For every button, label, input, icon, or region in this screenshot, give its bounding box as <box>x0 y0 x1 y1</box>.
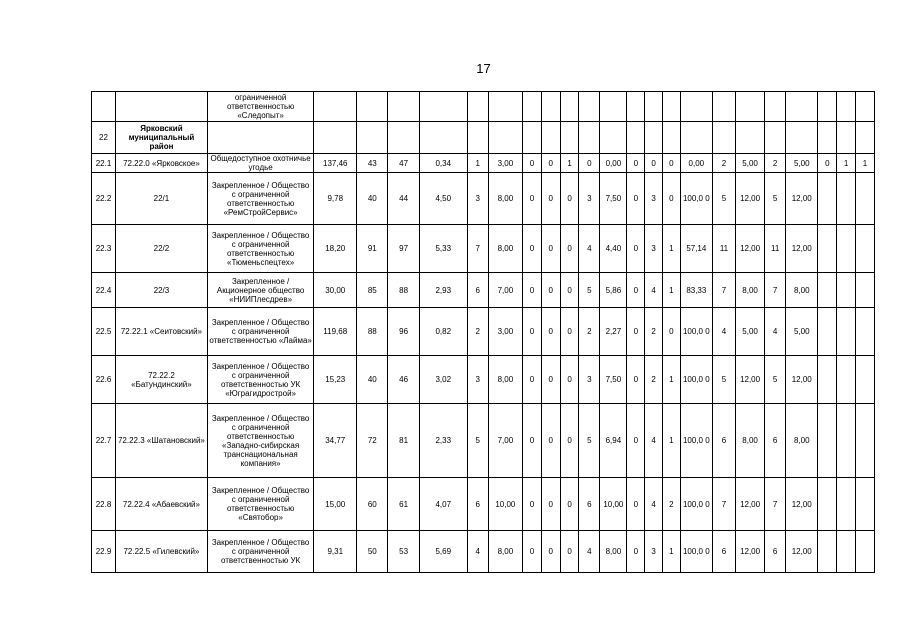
table-cell <box>600 122 627 154</box>
table-cell: 72.22.3 «Шатановский» <box>116 404 208 478</box>
table-row <box>92 122 875 154</box>
table-cell: Закрепленное / Общество с ограниченной ответственностью «Западно-сибирская транснациональная компания» <box>207 404 313 478</box>
table-cell: 0 <box>627 404 645 478</box>
table-cell: 1 <box>662 273 680 308</box>
page-number: 17 <box>476 61 491 76</box>
table-cell: 96 <box>388 308 419 356</box>
table-cell: 0 <box>541 273 560 308</box>
table-cell: 3 <box>579 173 600 225</box>
table-cell: 0 <box>541 531 560 573</box>
table-cell <box>765 122 786 154</box>
table-cell <box>818 122 837 154</box>
table-cell <box>541 122 560 154</box>
table-cell: 0 <box>560 308 579 356</box>
table-cell: 3 <box>645 173 663 225</box>
table-cell: 47 <box>388 154 419 173</box>
table-cell: 100,0 0 <box>680 404 712 478</box>
table-cell: 0 <box>541 225 560 273</box>
table-cell: 0 <box>560 478 579 531</box>
table-cell <box>855 225 874 273</box>
table-cell: 6,94 <box>600 404 627 478</box>
table-cell: 15,00 <box>314 478 357 531</box>
table-cell: 1 <box>662 225 680 273</box>
table-cell: 5 <box>765 356 786 404</box>
table-cell <box>786 122 818 154</box>
table-cell: 4 <box>645 478 663 531</box>
table-cell <box>523 122 542 154</box>
table-cell <box>680 92 712 122</box>
table-cell <box>600 92 627 122</box>
table-cell: 0 <box>523 173 542 225</box>
table-cell: 40 <box>357 173 388 225</box>
table-cell: 8,00 <box>488 173 522 225</box>
table-cell: 3 <box>467 356 488 404</box>
table-cell: 0 <box>579 154 600 173</box>
table-cell: 0 <box>541 308 560 356</box>
hunting-grounds-table <box>91 91 875 573</box>
table-cell: 12,00 <box>786 356 818 404</box>
table-cell <box>419 92 467 122</box>
table-cell: 22.3 <box>92 225 116 273</box>
table-cell: Закрепленное / Акционерное общество «НИИПлесдрев» <box>207 273 313 308</box>
table-cell: 0,34 <box>419 154 467 173</box>
table-cell <box>818 356 837 404</box>
table-cell: 72.22.1 «Сеитовский» <box>116 308 208 356</box>
table-cell <box>645 92 663 122</box>
table-row <box>92 308 875 356</box>
table-cell: 0 <box>523 273 542 308</box>
table-cell <box>388 92 419 122</box>
table-cell <box>357 92 388 122</box>
table-cell: 53 <box>388 531 419 573</box>
table-cell: 100,0 0 <box>680 478 712 531</box>
table-cell: 8,00 <box>786 273 818 308</box>
table-cell: 2 <box>467 308 488 356</box>
table-cell: 34,77 <box>314 404 357 478</box>
table-cell: Закрепленное / Общество с ограниченной ответственностью УК <box>207 531 313 573</box>
table-cell: 8,00 <box>488 356 522 404</box>
table-row <box>92 478 875 531</box>
table-cell: 6 <box>765 531 786 573</box>
table-cell: Закрепленное / Общество с ограниченной ответственностью «РемСтройСервис» <box>207 173 313 225</box>
table-cell: 0 <box>627 356 645 404</box>
table-cell: 100,0 0 <box>680 531 712 573</box>
table-cell <box>765 92 786 122</box>
table-cell: 2,27 <box>600 308 627 356</box>
table-cell: 0 <box>541 173 560 225</box>
table-cell <box>579 122 600 154</box>
table-cell <box>662 122 680 154</box>
table-cell: 7 <box>467 225 488 273</box>
table-cell: 15,23 <box>314 356 357 404</box>
table-cell: 7 <box>713 273 736 308</box>
table-cell: ограниченной ответственностью «Следопыт» <box>207 92 313 122</box>
table-cell: 2,33 <box>419 404 467 478</box>
table-cell: 12,00 <box>735 173 764 225</box>
table-cell: 1 <box>662 404 680 478</box>
table-cell <box>786 92 818 122</box>
table-cell: 72.22.4 «Абаевский» <box>116 478 208 531</box>
table-cell: 0 <box>627 308 645 356</box>
table-cell: 44 <box>388 173 419 225</box>
table-cell: 0 <box>560 273 579 308</box>
table-cell: 3,02 <box>419 356 467 404</box>
table-row <box>92 225 875 273</box>
table-cell: 2 <box>662 478 680 531</box>
table-row <box>92 531 875 573</box>
table-cell: 1 <box>855 154 874 173</box>
table-cell: 0 <box>541 404 560 478</box>
table-cell <box>645 122 663 154</box>
table-cell <box>855 404 874 478</box>
table-cell: 18,20 <box>314 225 357 273</box>
table-row <box>92 273 875 308</box>
table-cell <box>579 92 600 122</box>
table-cell: 0 <box>818 154 837 173</box>
table-cell: 0 <box>541 154 560 173</box>
table-cell: 11 <box>765 225 786 273</box>
table-cell: 3 <box>579 356 600 404</box>
table-cell: 4 <box>765 308 786 356</box>
table-cell <box>560 92 579 122</box>
table-cell <box>837 273 856 308</box>
table-cell: Закрепленное / Общество с ограниченной ответственностью УК «Юграгидрострой» <box>207 356 313 404</box>
table-cell: 4,40 <box>600 225 627 273</box>
table-cell <box>488 92 522 122</box>
table-cell: 11 <box>713 225 736 273</box>
table-cell: 0 <box>523 531 542 573</box>
table-cell: 6 <box>713 404 736 478</box>
table-cell: 5 <box>579 273 600 308</box>
table-cell: 5,86 <box>600 273 627 308</box>
table-cell <box>837 356 856 404</box>
table-cell <box>680 122 712 154</box>
table-cell <box>560 122 579 154</box>
table-cell: 0 <box>662 173 680 225</box>
table-cell: 22.2 <box>92 173 116 225</box>
table-cell <box>467 92 488 122</box>
table-row <box>92 92 875 122</box>
table-cell <box>818 225 837 273</box>
table-cell <box>818 308 837 356</box>
table-cell: 8,00 <box>488 225 522 273</box>
table-cell: 5,33 <box>419 225 467 273</box>
table-cell: 3 <box>645 225 663 273</box>
table-cell: 5,69 <box>419 531 467 573</box>
table-cell: 1 <box>467 154 488 173</box>
table-cell: 43 <box>357 154 388 173</box>
table-cell: 12,00 <box>735 478 764 531</box>
table-cell: 3 <box>467 173 488 225</box>
table-cell <box>314 92 357 122</box>
table-cell: Закрепленное / Общество с ограниченной ответственностью «Лайма» <box>207 308 313 356</box>
table-cell: 0 <box>627 225 645 273</box>
table-cell: 1 <box>560 154 579 173</box>
table-cell: 5 <box>713 356 736 404</box>
table-cell: 72.22.5 «Гилевский» <box>116 531 208 573</box>
table-cell <box>837 531 856 573</box>
table-cell: 8,00 <box>735 404 764 478</box>
table-cell: 2 <box>645 308 663 356</box>
table-cell: 72 <box>357 404 388 478</box>
table-cell: 22 <box>92 122 116 154</box>
table-cell: 1 <box>662 356 680 404</box>
table-cell: 6 <box>579 478 600 531</box>
table-cell: 50 <box>357 531 388 573</box>
table-cell: 88 <box>388 273 419 308</box>
table-cell: 81 <box>388 404 419 478</box>
table-cell: 6 <box>467 478 488 531</box>
table-cell: 0 <box>560 225 579 273</box>
table-cell <box>818 273 837 308</box>
table-cell <box>818 173 837 225</box>
table-cell: 22.4 <box>92 273 116 308</box>
table-cell <box>818 404 837 478</box>
table-row <box>92 173 875 225</box>
table-cell: 8,00 <box>600 531 627 573</box>
table-cell <box>467 122 488 154</box>
table-cell: 46 <box>388 356 419 404</box>
table-cell: 4,07 <box>419 478 467 531</box>
table-cell: 9,78 <box>314 173 357 225</box>
table-cell <box>713 122 736 154</box>
table-cell: 22.7 <box>92 404 116 478</box>
table-cell: 8,00 <box>488 531 522 573</box>
table-cell <box>855 478 874 531</box>
table-cell <box>713 92 736 122</box>
table-cell: 0 <box>523 356 542 404</box>
table-cell: 0 <box>645 154 663 173</box>
table-cell: 0 <box>523 478 542 531</box>
table-cell <box>855 531 874 573</box>
table-cell: 22.6 <box>92 356 116 404</box>
table-cell <box>523 92 542 122</box>
table-cell: 22/3 <box>116 273 208 308</box>
table-cell <box>837 308 856 356</box>
table-cell: 10,00 <box>488 478 522 531</box>
table-cell: 119,68 <box>314 308 357 356</box>
table-cell: 3 <box>645 531 663 573</box>
table-cell <box>735 92 764 122</box>
table-cell: 4 <box>467 531 488 573</box>
table-cell: 7,00 <box>488 273 522 308</box>
table-cell: 4 <box>645 273 663 308</box>
table-cell <box>837 478 856 531</box>
table-cell <box>855 122 874 154</box>
table-cell <box>837 404 856 478</box>
table-cell <box>837 173 856 225</box>
table-cell: 88 <box>357 308 388 356</box>
table-cell: 22.5 <box>92 308 116 356</box>
table-cell <box>818 92 837 122</box>
table-cell: 0 <box>627 173 645 225</box>
table-cell: 22.9 <box>92 531 116 573</box>
table-cell: 0 <box>662 154 680 173</box>
table-cell: 57,14 <box>680 225 712 273</box>
table-cell <box>855 356 874 404</box>
table-cell: 22.1 <box>92 154 116 173</box>
table-cell: 0 <box>541 478 560 531</box>
table-cell: 0 <box>560 404 579 478</box>
table-cell <box>419 122 467 154</box>
table-cell: 2 <box>645 356 663 404</box>
table-cell: 0 <box>627 531 645 573</box>
table-cell: 61 <box>388 478 419 531</box>
table-cell <box>388 122 419 154</box>
table-cell: 5,00 <box>786 154 818 173</box>
table-cell: 0 <box>627 273 645 308</box>
table-cell: 6 <box>765 404 786 478</box>
table-cell: 2 <box>579 308 600 356</box>
table-cell <box>855 273 874 308</box>
table-cell: 5 <box>579 404 600 478</box>
table-cell: 6 <box>713 531 736 573</box>
table-cell: 83,33 <box>680 273 712 308</box>
table-cell: 72.22.0 «Ярковское» <box>116 154 208 173</box>
table-cell: 2 <box>713 154 736 173</box>
table-cell: 4 <box>579 225 600 273</box>
table-cell: 0,00 <box>680 154 712 173</box>
table-cell: 0 <box>560 531 579 573</box>
table-cell: 22/1 <box>116 173 208 225</box>
table-cell: 0 <box>523 154 542 173</box>
table-cell: 7 <box>713 478 736 531</box>
table-cell <box>314 122 357 154</box>
table-cell: 30,00 <box>314 273 357 308</box>
table-cell: 7 <box>765 273 786 308</box>
table-cell: 7,50 <box>600 356 627 404</box>
table-cell <box>662 92 680 122</box>
table-cell: 12,00 <box>786 225 818 273</box>
table-cell: 5 <box>765 173 786 225</box>
table-cell: 2,93 <box>419 273 467 308</box>
table-cell: 40 <box>357 356 388 404</box>
table-cell: 12,00 <box>786 531 818 573</box>
table-cell: 100,0 0 <box>680 308 712 356</box>
table-cell <box>818 478 837 531</box>
table-cell: 0 <box>662 308 680 356</box>
table-cell: 60 <box>357 478 388 531</box>
table-cell <box>855 92 874 122</box>
table-cell: Закрепленное / Общество с ограниченной ответственностью «Святобор» <box>207 478 313 531</box>
table-cell <box>818 531 837 573</box>
table-row <box>92 404 875 478</box>
table-cell: 12,00 <box>735 225 764 273</box>
table-cell: 0 <box>627 478 645 531</box>
table-cell: 0 <box>523 225 542 273</box>
table-cell <box>541 92 560 122</box>
table-cell: 97 <box>388 225 419 273</box>
table-cell <box>488 122 522 154</box>
table-cell: 5,00 <box>735 154 764 173</box>
table-cell: 4 <box>713 308 736 356</box>
table-cell: 8,00 <box>735 273 764 308</box>
table-cell <box>627 92 645 122</box>
table-cell: 100,0 0 <box>680 356 712 404</box>
table-cell: 9,31 <box>314 531 357 573</box>
table-cell <box>357 122 388 154</box>
table-cell: 12,00 <box>735 531 764 573</box>
table-row <box>92 356 875 404</box>
table-cell: 0 <box>627 154 645 173</box>
table-cell <box>837 92 856 122</box>
table-cell: 0 <box>523 308 542 356</box>
table-cell: 5,00 <box>735 308 764 356</box>
table-cell: 3,00 <box>488 154 522 173</box>
table-cell: 2 <box>765 154 786 173</box>
table-cell <box>837 225 856 273</box>
table-cell <box>855 173 874 225</box>
table-cell: 0 <box>560 173 579 225</box>
table-cell: 91 <box>357 225 388 273</box>
table-cell: 85 <box>357 273 388 308</box>
table-cell: 12,00 <box>786 478 818 531</box>
table-cell: 4 <box>579 531 600 573</box>
table-cell: 0 <box>560 356 579 404</box>
table-cell: 22.8 <box>92 478 116 531</box>
table-cell: 8,00 <box>786 404 818 478</box>
table-row <box>92 154 875 173</box>
table-cell: 72.22.2 «Батундинский» <box>116 356 208 404</box>
table-cell: 0,82 <box>419 308 467 356</box>
table-cell: Закрепленное / Общество с ограниченной ответственностью «Тюменьспецтех» <box>207 225 313 273</box>
table-cell: 1 <box>837 154 856 173</box>
table-cell <box>837 122 856 154</box>
table-cell <box>627 122 645 154</box>
table-cell: 7 <box>765 478 786 531</box>
table-cell: 1 <box>662 531 680 573</box>
table-cell <box>116 92 208 122</box>
table-cell: 0 <box>541 356 560 404</box>
table-cell: 6 <box>467 273 488 308</box>
table-cell <box>735 122 764 154</box>
table-cell: 137,46 <box>314 154 357 173</box>
table-cell: 5 <box>467 404 488 478</box>
table-cell: 3,00 <box>488 308 522 356</box>
table-cell: 10,00 <box>600 478 627 531</box>
table-cell: 12,00 <box>735 356 764 404</box>
table-cell: 5 <box>713 173 736 225</box>
table-cell: 5,00 <box>786 308 818 356</box>
table-cell <box>92 92 116 122</box>
table-cell: 7,50 <box>600 173 627 225</box>
table-cell: 12,00 <box>786 173 818 225</box>
table-cell: 0,00 <box>600 154 627 173</box>
table-cell: 100,0 0 <box>680 173 712 225</box>
table-cell <box>207 122 313 154</box>
table-cell: 0 <box>523 404 542 478</box>
table-cell: 4,50 <box>419 173 467 225</box>
table-cell: 7,00 <box>488 404 522 478</box>
table-cell: 22/2 <box>116 225 208 273</box>
table-cell: Общедоступное охотничье угодье <box>207 154 313 173</box>
table-cell: 4 <box>645 404 663 478</box>
table-cell: Ярковский муниципальный район <box>116 122 208 154</box>
table-cell <box>855 308 874 356</box>
